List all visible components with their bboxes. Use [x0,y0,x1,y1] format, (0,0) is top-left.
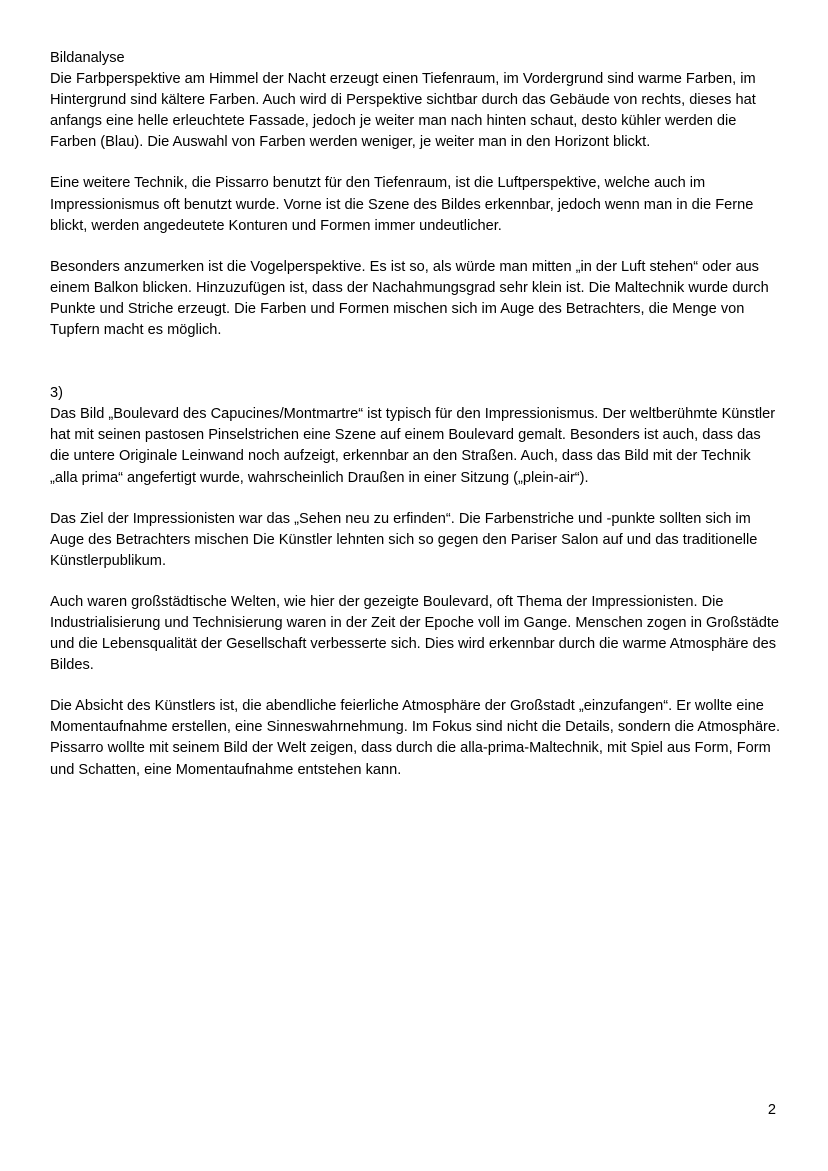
section-spacer [50,341,782,383]
paragraph-spacer [50,676,782,696]
page-number: 2 [767,1102,776,1118]
paragraph-spacer [50,153,782,173]
paragraph-birds-eye-view: Besonders anzumerken ist die Vogelperspektive. Es ist so, als würde man mitten „in der Luft stehen“ oder aus einem Balkon blicken. Hinzuzufügen ist, dass der Nachahmungsgrad sehr klein ist. Die Maltechnik wurde durch Punkte und Striche erzeugt. Die Farben und Formen mischen sich im Auge des Betrachters, die Menge von Tupfern macht es möglich. [50,258,769,339]
paragraph-color-perspective: Die Farbperspektive am Himmel der Nacht erzeugt einen Tiefenraum, im Vordergrund sind warme Farben, im Hintergrund sind kältere Farben. Auch wird di Perspektive sichtbar durch das Gebäude von rechts, dieses hat anfangs eine helle erleuchtete Fassade, jedoch je weiter man nach hinten schaut, desto kühler werden die Farben (Blau). Die Auswahl von Farben werden weniger, je weiter man in den Horizont blickt. [50,71,756,151]
paragraph-spacer [50,572,782,592]
section-heading: Bildanalyse [50,50,125,66]
section-number: 3) [50,385,63,402]
paragraph-artist-intent: Die Absicht des Künstlers ist, die abendliche feierliche Atmosphäre der Großstadt „einzufangen“. Er wollte eine Momentaufnahme erstellen, eine Sinneswahrnehmung. Im Fokus sind nicht die Details, sondern die Atmosphäre. Pissarro wollte mit seinem Bild der Welt zeigen, dass durch die alla-prima-Maltechnik, mit Spiel aus Form, Form und Schatten, eine Momentaufnahme entstehen kann. [50,698,781,778]
paragraph-painting-intro: Das Bild „Boulevard des Capucines/Montmartre“ ist typisch für den Impressionismus. Der weltberühmte Künstler hat mit seinen pastosen Pinselstrichen eine Szene auf einem Boulevard gemalt. Besonders ist auch, dass das die untere Originale Leinwand noch aufzeigt, erkennbar an den Straßen. Auch, dass das Bild mit der Technik „alla prima“ angefertigt wurde, wahrscheinlich Draußen in einer Sitzung („plein-air“). [50,406,776,486]
paragraph-aerial-perspective: Eine weitere Technik, die Pissarro benutzt für den Tiefenraum, ist die Luftperspektive, welche auch im Impressionismus oft benutzt wurde. Vorne ist die Szene des Bildes erkennbar, jedoch wenn man in die Ferne blickt, werden angedeutete Konturen und Formen immer undeutlicher. [50,175,754,234]
paragraph-impressionist-goal: Das Ziel der Impressionisten war das „Sehen neu zu erfinden“. Die Farbenstriche und -punkte sollten sich im Auge des Betrachters mischen Die Künstler lehnten sich so gegen den Pariser Salon auf und das traditionelle Künstlerpublikum. [50,510,758,569]
paragraph-spacer [50,237,782,257]
document-body [50,48,782,781]
paragraph-spacer [50,489,782,509]
paragraph-urban-themes: Auch waren großstädtische Welten, wie hier der gezeigte Boulevard, oft Thema der Impressionisten. Die Industrialisierung und Technisierung waren in der Zeit der Epoche voll im Gange. Menschen zogen in Großstädte und die Lebensqualität der Gesellschaft verbesserte sich. Dies wird erkennbar durch die warme Atmosphäre des Bildes. [50,593,780,674]
